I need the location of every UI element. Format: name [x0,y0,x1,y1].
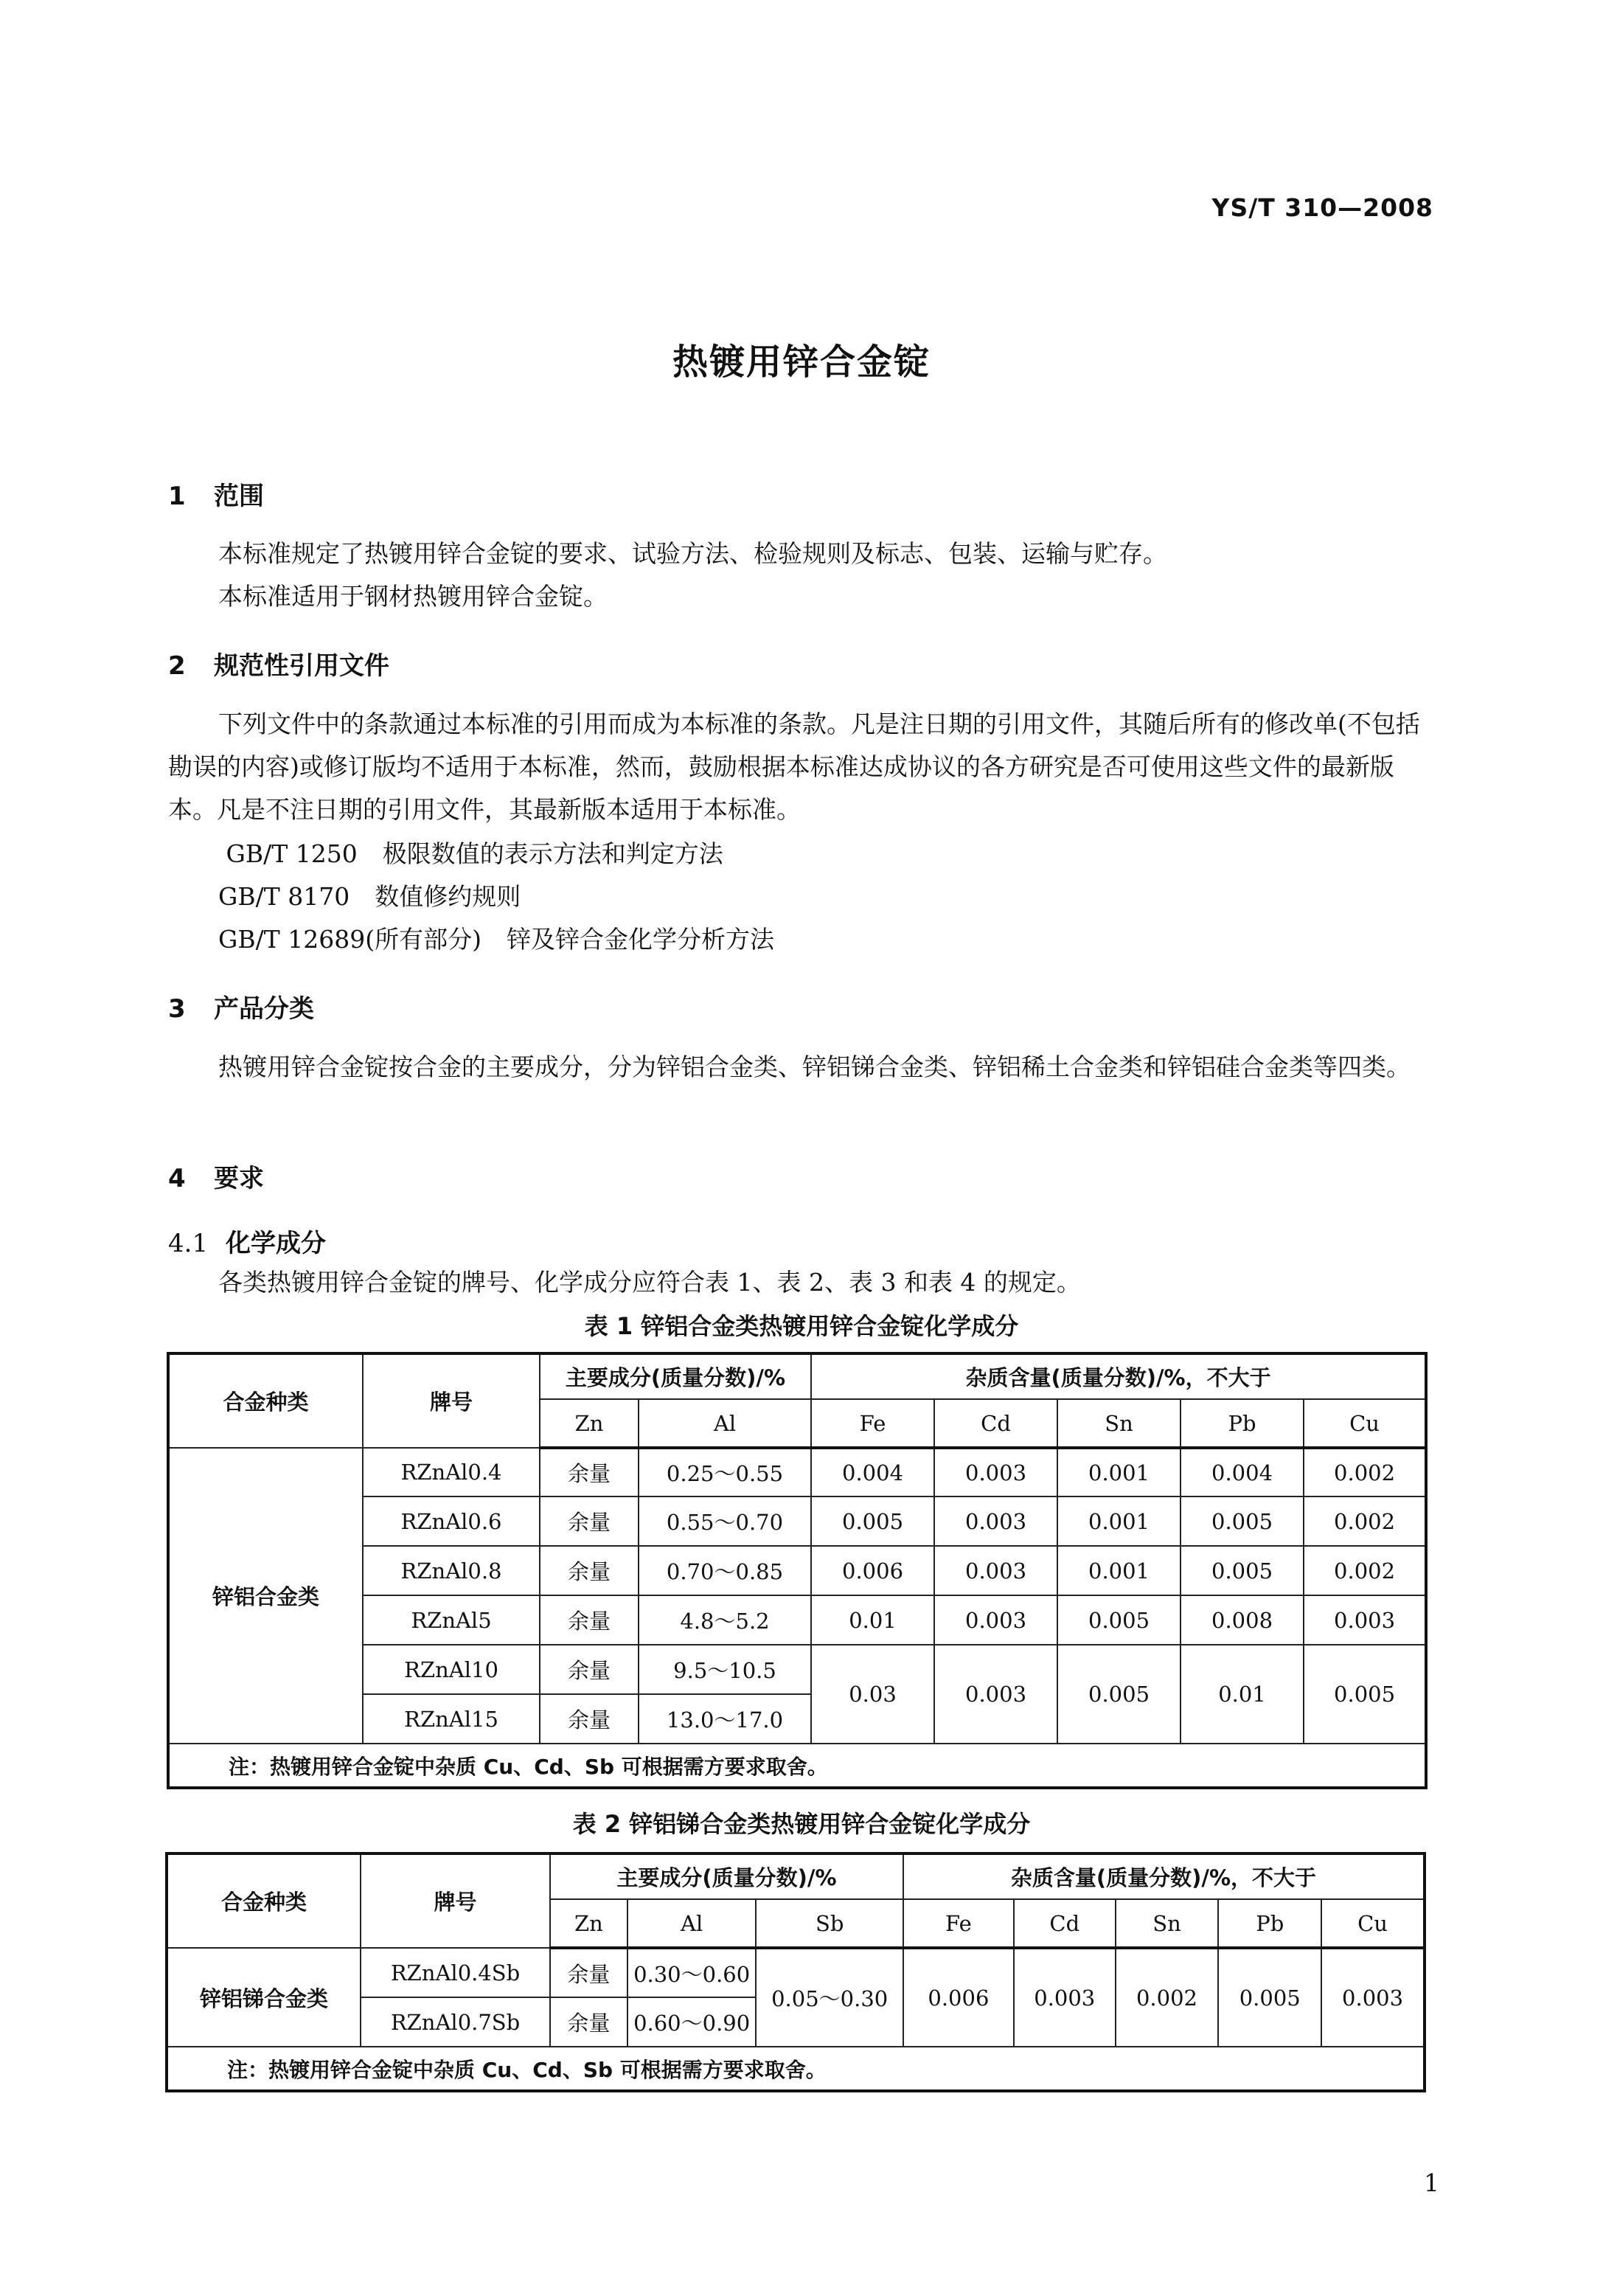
section-number: 2 [168,651,186,681]
section-2-heading [168,645,389,681]
pb-cell: 0.008 [1180,1595,1304,1645]
header-pb: Pb [1218,1899,1321,1948]
page-number: 1 [1424,2168,1439,2197]
reference-code: GB/T 8170 [218,882,350,911]
grade-cell: RZnAl15 [363,1694,540,1744]
fe-cell: 0.004 [811,1448,934,1496]
al-cell: 0.55～0.70 [639,1496,811,1546]
sn-cell: 0.001 [1057,1496,1180,1546]
zn-cell: 余量 [540,1546,639,1595]
header-pb: Pb [1180,1399,1304,1448]
section-1-paragraph-1: 本标准规定了热镀用锌合金锭的要求、试验方法、检验规则及标志、包装、运输与贮存。 [218,539,1167,568]
table-2 [165,1852,1426,2092]
sn-cell: 0.002 [1116,1948,1219,2047]
header-fe: Fe [903,1899,1014,1948]
fe-cell: 0.006 [811,1546,934,1595]
header-cd: Cd [934,1399,1057,1448]
header-alloy-type: 合金种类 [168,1353,363,1448]
section-1-paragraph-2: 本标准适用于钢材热镀用锌合金锭。 [218,582,608,611]
header-sb: Sb [756,1899,903,1948]
table-row [168,1448,1426,1496]
section-number: 1 [168,482,186,511]
reference-name: 极限数值的表示方法和判定方法 [382,839,723,868]
header-cu: Cu [1321,1899,1425,1948]
header-cd: Cd [1014,1899,1116,1948]
header-main-composition: 主要成分(质量分数)/% [550,1853,903,1899]
grade-cell: RZnAl0.8 [363,1546,540,1595]
section-number: 4 [168,1164,186,1193]
reference-item [218,878,521,912]
header-al: Al [627,1899,757,1948]
reference-name: 锌及锌合金化学分析方法 [506,925,774,954]
header-impurity-content: 杂质含量(质量分数)/%，不大于 [811,1353,1426,1399]
section-1-heading [168,476,264,512]
header-fe: Fe [811,1399,934,1448]
sb-cell: 0.05～0.30 [756,1948,903,2047]
section-4-heading [168,1158,264,1194]
cd-cell: 0.003 [934,1496,1057,1546]
table-note-row [168,1744,1426,1788]
sn-cell: 0.001 [1057,1546,1180,1595]
section-3-paragraph: 热镀用锌合金锭按合金的主要成分，分为锌铝合金类、锌铝锑合金类、锌铝稀土合金类和锌铝硅合金类等四类。 [218,1052,1411,1081]
header-alloy-type: 合金种类 [167,1853,361,1948]
cu-cell: 0.005 [1304,1645,1426,1744]
al-cell: 0.60～0.90 [627,1997,757,2047]
reference-item [218,835,723,870]
header-zn: Zn [540,1399,639,1448]
fe-cell: 0.03 [811,1645,934,1744]
grade-cell: RZnAl5 [363,1595,540,1645]
section-title: 产品分类 [214,994,314,1024]
header-zn: Zn [550,1899,627,1948]
alloy-type-cell: 锌铝锑合金类 [167,1948,361,2047]
section-number: 3 [168,994,186,1024]
grade-cell: RZnAl10 [363,1645,540,1694]
reference-code: GB/T 12689(所有部分) [218,925,481,954]
fe-cell: 0.006 [903,1948,1014,2047]
alloy-type-cell: 锌铝合金类 [168,1448,363,1744]
pb-cell: 0.005 [1218,1948,1321,2047]
header-sn: Sn [1116,1899,1219,1948]
fe-cell: 0.005 [811,1496,934,1546]
zn-cell: 余量 [550,1997,627,2047]
sn-cell: 0.005 [1057,1595,1180,1645]
cd-cell: 0.003 [934,1595,1057,1645]
fe-cell: 0.01 [811,1595,934,1645]
cu-cell: 0.002 [1304,1448,1426,1496]
section-4-paragraph: 各类热镀用锌合金锭的牌号、化学成分应符合表 1、表 2、表 3 和表 4 的规定。 [218,1268,1081,1297]
grade-cell: RZnAl0.4 [363,1448,540,1496]
al-cell: 0.25～0.55 [639,1448,811,1496]
al-cell: 0.70～0.85 [639,1546,811,1595]
al-cell: 0.30～0.60 [627,1948,757,1997]
grade-cell: RZnAl0.4Sb [361,1948,550,1997]
reference-code: GB/T 1250 [226,839,358,868]
table-note-row [167,2047,1425,2091]
cu-cell: 0.002 [1304,1546,1426,1595]
subsection-title: 化学成分 [226,1229,326,1258]
zn-cell: 余量 [540,1595,639,1645]
table-1-caption: 表 1 锌铝合金类热镀用锌合金锭化学成分 [584,1312,1019,1340]
al-cell: 13.0～17.0 [639,1694,811,1744]
standard-number: YS/T 310—2008 [1211,193,1433,222]
sn-cell: 0.005 [1057,1645,1180,1744]
cd-cell: 0.003 [934,1448,1057,1496]
zn-cell: 余量 [540,1496,639,1546]
section-title: 要求 [214,1164,264,1193]
header-sn: Sn [1057,1399,1180,1448]
cu-cell: 0.003 [1321,1948,1425,2047]
zn-cell: 余量 [540,1645,639,1694]
grade-cell: RZnAl0.7Sb [361,1997,550,2047]
section-2-paragraph: 下列文件中的条款通过本标准的引用而成为本标准的条款。凡是注日期的引用文件，其随后所有的修改单(不包括勘误的内容)或修订版均不适用于本标准，然而，鼓励根据本标准达成协议的各方研究是否可使用这些文件的最新版本。凡是不注日期的引用文件，其最新版本适用于本标准。 [168,710,1420,824]
pb-cell: 0.005 [1180,1546,1304,1595]
cd-cell: 0.003 [1014,1948,1116,2047]
cd-cell: 0.003 [934,1645,1057,1744]
header-impurity-content: 杂质含量(质量分数)/%，不大于 [903,1853,1425,1899]
section-3-heading [168,988,314,1024]
table-2-caption: 表 2 锌铝锑合金类热镀用锌合金锭化学成分 [572,1810,1031,1838]
table-row [167,1948,1425,1997]
cu-cell: 0.002 [1304,1496,1426,1546]
al-cell: 9.5～10.5 [639,1645,811,1694]
section-title: 规范性引用文件 [214,651,389,681]
zn-cell: 余量 [540,1448,639,1496]
reference-item [218,920,774,955]
subsection-number: 4.1 [168,1229,209,1258]
header-grade: 牌号 [363,1353,540,1448]
pb-cell: 0.01 [1180,1645,1304,1744]
cu-cell: 0.003 [1304,1595,1426,1645]
table-2-note: 注：热镀用锌合金锭中杂质 Cu、Cd、Sb 可根据需方要求取舍。 [167,2047,1425,2091]
header-al: Al [639,1399,811,1448]
pb-cell: 0.005 [1180,1496,1304,1546]
sn-cell: 0.001 [1057,1448,1180,1496]
table-1-note: 注：热镀用锌合金锭中杂质 Cu、Cd、Sb 可根据需方要求取舍。 [168,1744,1426,1788]
header-main-composition: 主要成分(质量分数)/% [540,1353,811,1399]
table-1 [167,1352,1428,1789]
al-cell: 4.8～5.2 [639,1595,811,1645]
reference-name: 数值修约规则 [375,882,521,911]
zn-cell: 余量 [550,1948,627,1997]
zn-cell: 余量 [540,1694,639,1744]
section-title: 范围 [214,482,264,511]
cd-cell: 0.003 [934,1546,1057,1595]
header-grade: 牌号 [361,1853,550,1948]
grade-cell: RZnAl0.6 [363,1496,540,1546]
header-cu: Cu [1304,1399,1426,1448]
document-title: 热镀用锌合金锭 [672,341,931,383]
subsection-4-1-heading [168,1223,326,1259]
pb-cell: 0.004 [1180,1448,1304,1496]
